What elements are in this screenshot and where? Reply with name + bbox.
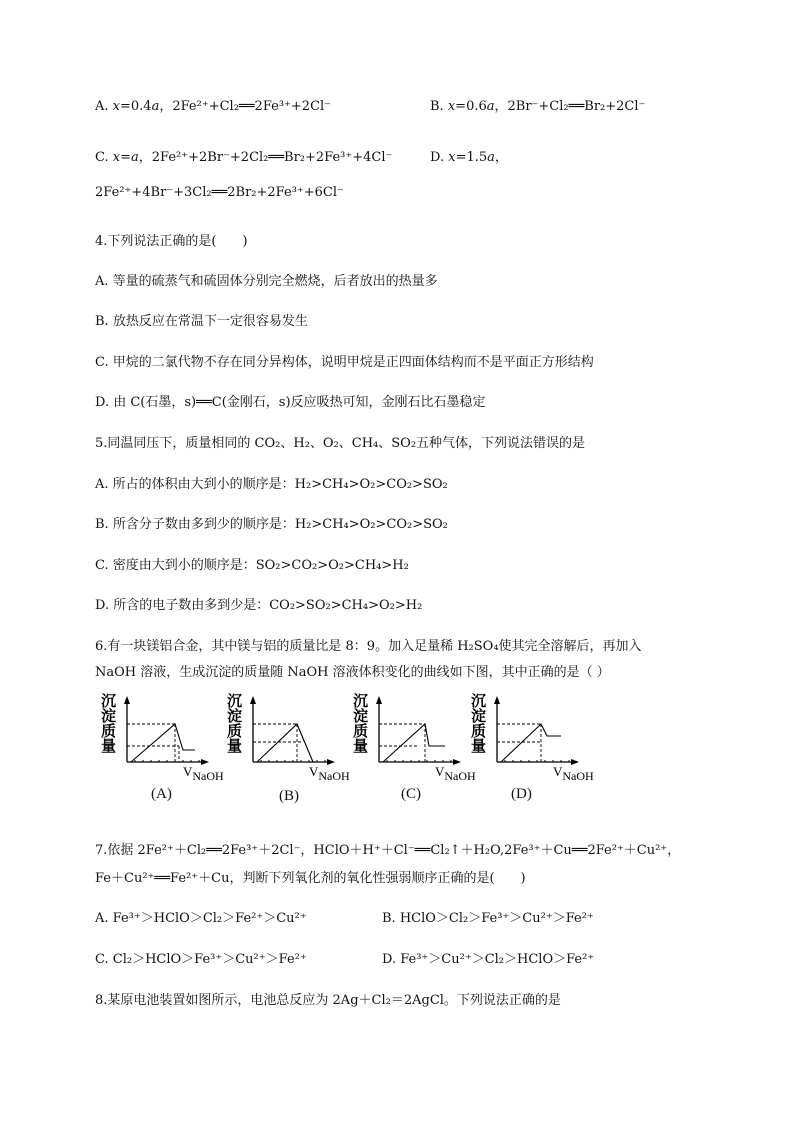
q5-option-b: B. 所含分子数由多到少的顺序是：H₂>CH₄>O₂>CO₂>SO₂ bbox=[95, 517, 448, 532]
q5-option-c: C. 密度由大到小的顺序是：SO₂>CO₂>O₂>CH₄>H₂ bbox=[95, 558, 409, 573]
graph-c bbox=[347, 690, 482, 785]
graph-ylabel-char: 沉 bbox=[101, 692, 117, 710]
graph-caption-d: (D) bbox=[511, 786, 532, 802]
q4-option-d: D. 由 C(石墨，s)══C(金刚石，s)反应吸热可知，金刚石比石墨稳定 bbox=[95, 395, 486, 410]
q3-option-b: B. x=0.6a，2Br⁻+Cl₂══Br₂+2Cl⁻ bbox=[430, 99, 646, 114]
graph-ylabel-char: 淀 bbox=[101, 707, 117, 725]
q6-stem-line1: 6.有一块镁铝合金，其中镁与铝的质量比是 8：9。加入足量稀 H₂SO₄使其完全溶解后，再加入 bbox=[95, 639, 642, 654]
q3-option-d-continued: 2Fe²⁺+4Br⁻+3Cl₂══2Br₂+2Fe³⁺+6Cl⁻ bbox=[95, 185, 344, 200]
q6-stem-line2: NaOH 溶液，生成沉淀的质量随 NaOH 溶液体积变化的曲线如下图，其中正确的是（ ） bbox=[95, 665, 610, 680]
graph-ylabel-char: 沉 bbox=[471, 692, 487, 710]
graph-caption-b: (B) bbox=[279, 788, 299, 804]
q3-option-c: C. x=a，2Fe²⁺+2Br⁻+2Cl₂══Br₂+2Fe³⁺+4Cl⁻ bbox=[95, 150, 393, 165]
q4-stem: 4.下列说法正确的是( ) bbox=[95, 234, 248, 249]
graph-ylabel-char: 质 bbox=[101, 722, 117, 740]
graph-ylabel-char: 质 bbox=[471, 722, 487, 740]
graph-ylabel bbox=[471, 692, 486, 755]
q7-stem-line2: Fe＋Cu²⁺══Fe²⁺＋Cu，判断下列氧化剂的氧化性强弱顺序正确的是( ) bbox=[95, 871, 526, 886]
graph-d bbox=[465, 690, 615, 785]
graph-b bbox=[221, 690, 356, 785]
graph-caption-a: (A) bbox=[151, 786, 172, 802]
q5-option-a: A. 所占的体积由大到小的顺序是：H₂>CH₄>O₂>CO₂>SO₂ bbox=[95, 477, 448, 492]
graph-xlabel: VNaOH bbox=[553, 764, 594, 783]
q6-graphs bbox=[95, 690, 615, 810]
graph-ylabel-char: 淀 bbox=[471, 707, 487, 725]
graph-ylabel-char: 质 bbox=[353, 722, 369, 740]
graph-ylabel bbox=[227, 692, 242, 755]
q7-option-c: C. Cl₂＞HClO＞Fe³⁺＞Cu²⁺＞Fe²⁺ bbox=[95, 952, 307, 967]
q4-option-b: B. 放热反应在常温下一定很容易发生 bbox=[95, 314, 308, 329]
graph-ylabel-char: 量 bbox=[227, 737, 243, 755]
graph-a bbox=[95, 690, 230, 785]
q4-option-c: C. 甲烷的二氯代物不存在同分异构体，说明甲烷是正四面体结构而不是平面正方形结构 bbox=[95, 355, 594, 370]
graph-ylabel-char: 沉 bbox=[227, 692, 243, 710]
graph-ylabel-char: 量 bbox=[353, 737, 369, 755]
graph-ylabel-char: 量 bbox=[101, 737, 117, 755]
q8-stem: 8.某原电池装置如图所示，电池总反应为 2Ag＋Cl₂＝2AgCl。下列说法正确的是 bbox=[95, 993, 561, 1008]
q7-option-d: D. Fe³⁺＞Cu²⁺＞Cl₂＞HClO＞Fe²⁺ bbox=[382, 952, 595, 967]
graph-xlabel: VNaOH bbox=[183, 764, 224, 783]
q5-stem: 5.同温同压下，质量相同的 CO₂、H₂、O₂、CH₄、SO₂五种气体，下列说法错误的是 bbox=[95, 436, 586, 451]
graph-caption-c: (C) bbox=[401, 786, 421, 802]
q7-option-b: B. HClO＞Cl₂＞Fe³⁺＞Cu²⁺＞Fe²⁺ bbox=[382, 911, 594, 926]
q3-option-a: A. x=0.4a，2Fe²⁺+Cl₂══2Fe³⁺+2Cl⁻ bbox=[95, 99, 332, 114]
graph-ylabel-char: 淀 bbox=[353, 707, 369, 725]
graph-xlabel: VNaOH bbox=[435, 764, 476, 783]
graph-ylabel-char: 质 bbox=[227, 722, 243, 740]
graph-ylabel bbox=[353, 692, 368, 755]
q4-option-a: A. 等量的硫蒸气和硫固体分别完全燃烧，后者放出的热量多 bbox=[95, 274, 438, 289]
graph-ylabel-char: 沉 bbox=[353, 692, 369, 710]
graph-ylabel-char: 淀 bbox=[227, 707, 243, 725]
q7-option-a: A. Fe³⁺＞HClO＞Cl₂＞Fe²⁺＞Cu²⁺ bbox=[95, 911, 307, 926]
q3-option-d: D. x=1.5a， bbox=[430, 150, 508, 165]
graph-ylabel bbox=[101, 692, 116, 755]
q7-stem-line1: 7.依据 2Fe²⁺＋Cl₂══2Fe³⁺＋2Cl⁻，HClO＋H⁺＋Cl⁻══Cl₂↑＋H₂O,2Fe³⁺＋Cu══2Fe²⁺＋Cu²⁺， bbox=[95, 843, 681, 858]
graph-ylabel-char: 量 bbox=[471, 737, 487, 755]
q5-option-d: D. 所含的电子数由多到少是：CO₂>SO₂>CH₄>O₂>H₂ bbox=[95, 598, 423, 613]
graph-xlabel: VNaOH bbox=[309, 764, 350, 783]
